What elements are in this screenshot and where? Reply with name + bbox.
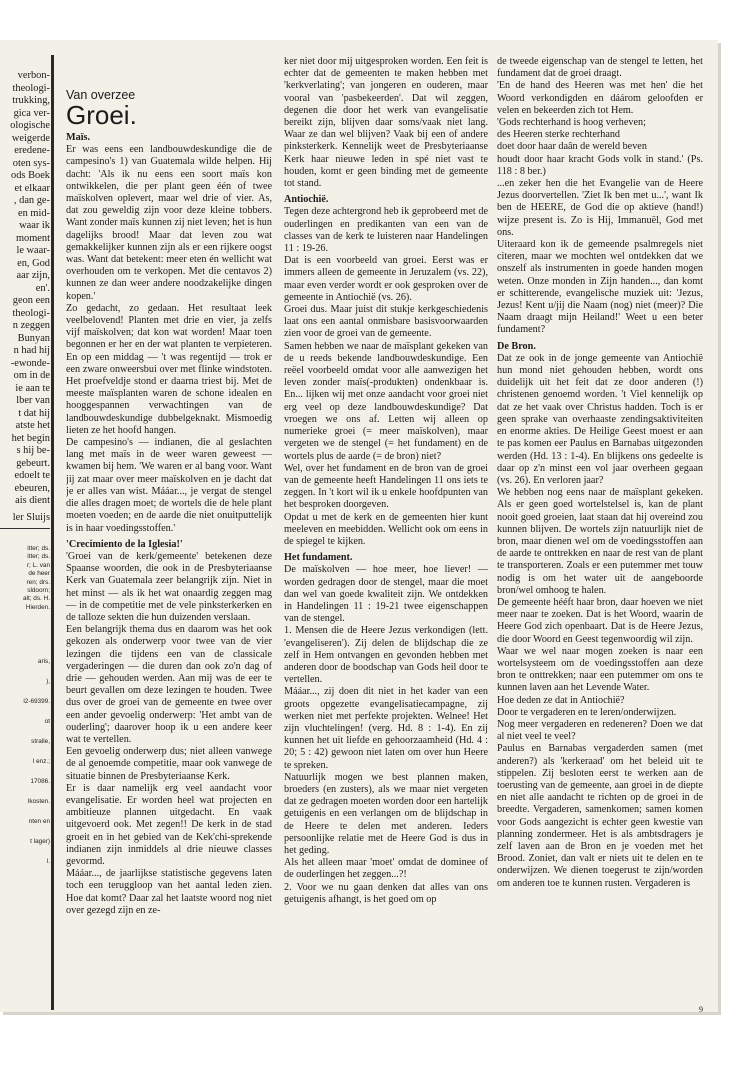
subheading-fundament: Het fundament. (284, 552, 353, 564)
strip-line: waar ik (19, 220, 50, 231)
strip-line: edoelt te (14, 470, 50, 481)
colophon-list-a (0, 545, 50, 612)
article-column-1 (66, 128, 272, 1008)
strip-line: het begin (11, 432, 50, 444)
paragraph: 'En de hand des Heeren was met hen' die het Woord verkondigden en dáárom geloofden er velen en bekeerden zich tot Hem. (497, 80, 703, 116)
article-title: Groei. (66, 100, 137, 130)
strip-line: l. (46, 858, 50, 866)
psalm-quote-line: houdt door haar kracht Gods volk in stand.' (Ps. 118 : 8 ber.) (497, 153, 703, 177)
strip-line: eredene- (14, 145, 50, 156)
strip-line: om in de (13, 370, 50, 381)
strip-line: t lager) (30, 838, 50, 846)
strip-line: l2-69399. (23, 698, 50, 706)
psalm-quote-line: des Heeren sterke rechterhand (497, 129, 621, 141)
strip-line: lkosten. (27, 798, 50, 806)
strip-line: Hierden. (25, 603, 50, 611)
strip-line: oten sys- (12, 157, 50, 169)
strip-line: sldoorn; (27, 587, 50, 595)
box-divider (0, 528, 50, 529)
strip-line: Bunyan (17, 332, 50, 344)
paragraph: Paulus en Barnabas vergaderden samen (met anderen?) als 'kerkeraad' om het beleid uit te stippelen. Zij besloten eerst te werken aan de toerusting van de gemeente, aan groei in de diepte en niet alle aandacht te richten op de groei in de breedte. Vergaderen, samenkomen; samen komen voor Gods aangezicht is echter geen kwestie van planning zondermeer. Het is als ambtsdragers je zelf laven aan de Bron en je voeden met het Brood. Zoniet, dan valt er niets uit te delen en te onderwijzen. We dienen toegerust te zijn/worden om anderen toe te kunnen rusten. Vergaderen is (497, 743, 703, 889)
previous-column-strip (0, 70, 50, 1000)
strip-line: , dan ge- (13, 195, 50, 206)
strip-line: aar zijn, (16, 270, 50, 281)
paragraph: We hebben nog eens naar de maïsplant gekeken. Als er geen goed wortelstelsel is, kan de plant nooit goed groeien, laat staan dat hij overeind zou kunnen blijven. De wortels zijn natuurlijk niet de bron, maar dienen wel om de voedingsstoffen aan de aarde te onttrekken en naar de rest van de plant te transporteren. Zoals er een putemmer met touw nodig is om het water uit de aangeboorde bron/wel omhoog te halen. (497, 487, 703, 596)
strip-line: itter; ds. (27, 553, 50, 561)
strip-line: gica ver- (13, 107, 50, 119)
article-column-2 (284, 56, 488, 1008)
strip-line: ren; drs. (26, 578, 50, 586)
psalm-quote-line: doet door haar daân de wereld beven (497, 141, 647, 153)
paragraph: Opdat u met de kerk en de gemeenten hier kunt meeleven en meebidden. Wellicht ook om eens in de spiegel te kijken. (284, 511, 488, 547)
article-column-3 (497, 56, 703, 1002)
strip-line: ot (44, 718, 50, 726)
paragraph: De maïskolven — hoe meer, hoe liever! — worden gedragen door de stengel, maar die moet dan wel van goede kwaliteit zijn. We ontdekken in Handelingen 11 : 19-21 twee eigenschappen van de stengel. (284, 564, 488, 625)
strip-line: alt; ds. H. (23, 595, 50, 603)
paragraph: 1. Mensen die de Heere Jezus verkondigen (lett. 'evangeliseren'). Zij delen de blijdschap die ze zelf in Hem ontvangen en gevonden hebben met anderen door de boodschap van Gods heil door te vertellen. (284, 625, 488, 686)
paragraph: Er was eens een landbouwdeskundige die de campesino's 1) van Guatemala wilde helpen. Hij dacht: 'Als ik nu eens een soort maïs kon ontwikkelen, die per plant geen één of twee maïskolven oplevert, maar wel drie of vier. As, dat zou geweldig zijn voor deze kleine tobbers. Want zonder maïs kunnen zij niet leven; het is hun dagelijks brood! Maar dat leven zou wat gemakkelijker kunnen zijn als er een rijkere oogst was. Want dat betekent: meer eten én wellicht wat overhouden om te verkopen. Met die centavos 2) kunnen ze dan weer andere noodzakelijke dingen kopen.' (66, 144, 272, 302)
paragraph: Een gevoelig onderwerp dus; niet alleen vanwege de al genoemde competitie, maar ook vanwege de situatie binnen de Presbyteriaanse Kerk. (66, 746, 272, 782)
strip-line: -ewonde- (10, 357, 50, 369)
strip-line: l enz.; (32, 758, 50, 766)
strip-line: nten en (28, 818, 50, 826)
paragraph: ...en zeker hen die het Evangelie van de Heere Jezus doorvertellen. 'Ziet Ik ben met u...', want Ik ben de HEERE, de God die op aktieve (hand!) wijze present is. Zo is Hij, Immanuël, God met ons. (497, 178, 703, 238)
strip-line: le waar- (16, 245, 50, 256)
strip-line: weigerde (11, 132, 50, 144)
strip-line: stralle, (31, 738, 50, 746)
psalm-quote-line: 'Gods rechterhand is hoog verheven; (497, 117, 646, 129)
strip-line: atste het (15, 420, 50, 431)
paragraph: De gemeente hééft haar bron, daar hoeven we niet meer naar te zoeken. Dat is het Woord, waarin de Heere God zich openbaart. Dat is de Heere Jezus, die door Woord en Geest tegenwoordig wil zijn. (497, 596, 703, 645)
paragraph: Mááar..., zij doen dit niet in het kader van een groots opgezette evangelisatiecampagne, zij werken niet met perfekte projekten. Welnee! Het zijn vluchtelingen! (verg. Hd. 8 : 1-4). En zij kunnen het uit liefde en gehoorzaamheid (Hd. 4 : 20; 5 : 42) gewoon niet laten om over hun Heere te spreken. (284, 686, 488, 771)
strip-line: en mid- (17, 207, 50, 219)
strip-line: moment (15, 232, 50, 244)
subheading-crecimiento: 'Crecimiento de la Iglesia!' (66, 538, 183, 550)
strip-line: geon een (12, 295, 50, 306)
strip-line: ie aan te (15, 382, 50, 394)
strip-line: theologi- (12, 307, 50, 319)
strip-line: itter; ds. (27, 545, 50, 552)
cut-off-text (0, 70, 50, 508)
paragraph: ker niet door mij uitgesproken worden. Een feit is echter dat de gemeenten te maken hebben met 'kerkverlating'; van jongeren en ouderen, maar vooral van 'pasbekeerden'. Dat wil zeggen, degenen die door het werk van evangelisatie bereikt zijn, blijven daar soms/vaak niet lang. Waar ze dan wel blijven? Vaak bij een of andere pinksterkerk. Kennelijk weet de Presbyteriaanse Kerk haar nieuwe leden in spé niet vast te houden, komt er geen binding met de gemeente tot stand. (284, 56, 488, 190)
strip-line: ), (46, 678, 50, 686)
strip-line: verbon- (17, 70, 50, 81)
paragraph: Een belangrijk thema dus en daarom was het ook gekozen als onderwerp voor twee van de vier lezingen die tijdens een van de classicale vergaderingen — die duren dan ook zo'n dag of drie — gehouden werden. Aan mij was de eer te beurt gevallen om deze lezingen te houden. Twee dus over de groei van de gemeente en twee over een ander gevoelig onderwerp: 'Het ambt van de ouderling'; daarover hoop ik u een andere keer wat te vertellen. (66, 624, 272, 745)
strip-line: theologi- (12, 82, 50, 94)
strip-line: ods Boek (11, 170, 50, 181)
strip-line: gebeurt. (16, 457, 50, 469)
paragraph: Dat ze ook in de jonge gemeente van Antiochië hun mond niet gehouden hebben, wordt ons duidelijk uit het feit dat ze door anderen (!) christenen genoemd worden. 't Viel kennelijk op dat ze het vaak over Christus hadden. Toch is er geen sprake van overhaaste zendingsaktiviteiten en enorme akties. De Heilige Geest moest er aan te pas komen eer Paulus en Barnabas uitgezonden werden (Hd. 13 : 1-4). En blijkens ons gedeelte is daar op z'n minst een vol jaar overheen gegaan (vs. 26). En verloren jaar? (497, 352, 703, 486)
strip-line: de heer (28, 570, 50, 578)
column-rule (51, 55, 54, 1010)
subheading-antiochie: Antiochië. (284, 194, 329, 206)
paragraph: Groei dus. Maar juist dit stukje kerkgeschiedenis laat ons een aantal onmisbare basisvoorwaarden zien voor de groei van de gemeente. (284, 304, 488, 340)
paragraph: Nog meer vergaderen en redeneren? Doen we dat al niet veel te veel? (497, 718, 703, 743)
paragraph: 'Groei van de kerk/gemeente' betekenen deze Spaanse woorden, die ook in de Presbyteriaanse Kerk van Guatemala zeer belangrijk zijn. Niet in het minst — als ik het wat onaardig zeggen mag — in de competitie met de vele pinksterkerken en de talloze sekten die hun duizenden verslaan. (66, 550, 272, 623)
colophon-list-b (0, 652, 50, 872)
paragraph: Wel, over het fundament en de bron van de groei van de gemeente heeft Handelingen 11 ons iets te zeggen. In 't kort wil ik u enkele hoofdpunten van het besproken doorgeven. (284, 462, 488, 511)
paragraph: Uiteraard kon ik de gemeende psalmregels niet citeren, maar we mochten wel ontdekken dat we onszelf als instrumenten in goede handen mogen weten. Onze monden in Zijn handen..., dan komt er schitterende, evangelische muziek uit: 'Jezus, Jezus! Kent u/jij die Naam (nog) niet (meer)? Die Naam draagt mijn Heiland!' Weet u een beter fundament? (497, 239, 703, 336)
paragraph: 2. Voor we nu gaan denken dat alles van ons getuigenis afhangt, is het goed om op (284, 881, 488, 905)
strip-line: 17086. (30, 778, 50, 786)
subheading-bron: De Bron. (497, 340, 536, 352)
strip-line: lber van (16, 395, 50, 406)
paragraph: Waar we wel naar mogen zoeken is naar een wortelsysteem om de voedingsstoffen aan deze bron te onttrekken; naar een putemmer om ons te kunnen laven aan het Levende Water. (497, 645, 703, 694)
paragraph: Natuurlijk mogen we best plannen maken, broeders (en zusters), als we maar niet vergeten dat ze gedragen moeten worden door een hartelijk getuigenis en een verlangen om de blijdschap in de Heere te delen met anderen. Ieders persoonlijke relatie met de Heere God is dus in het geding. (284, 771, 488, 856)
paragraph: De campesino's — indianen, die al geslachten lang met maïs in de weer waren geweest — kwamen bij hem. 'We waren er al bang voor. Want jij zat maar over meer maïskolven en je dacht dat je er alles van wist. Mááar..., je vergat de stengel die alles dragen moet; de wortels die de hele plant moeten voeden; en de aarde die niet onuitputtelijk is in haar voedingsstoffen.' (66, 437, 272, 534)
page-number: 9 (699, 1005, 703, 1014)
paragraph: Als het alleen maar 'moet' omdat de dominee of de ouderlingen het zeggen...?! (284, 857, 488, 881)
strip-line: en'. (35, 282, 50, 294)
paragraph: de tweede eigenschap van de stengel te letten, het fundament dat de groei draagt. (497, 56, 703, 80)
strip-line: n zeggen (12, 320, 50, 331)
strip-line: trukking, (12, 95, 50, 106)
strip-line: en, God (17, 257, 50, 269)
strip-line: n had hij (13, 345, 50, 356)
paragraph: Samen hebben we naar de maïsplant gekeken van de u reeds bekende landbouwdeskundige. Een reëel voorbeeld omdat voor alle aanwezigen het leven zonder maïs(-produkten) ondenkbaar is. En... lijken wij met onze aandacht voor groei niet erg veel op deze landbouwdeskundige? Dat vroegen we ons af. Letten wij alleen op numerieke groei (= meer maïskolven), maar vergeten we de stengel (= het fundament) en de wortels plus de aarde (= de bron) niet? (284, 340, 488, 462)
strip-line: ais dient (15, 495, 50, 506)
strip-line: t dat hij (18, 407, 50, 419)
strip-line: r; L. van (26, 561, 50, 569)
paragraph: Dat is een voorbeeld van groei. Eerst was er immers alleen de gemeente in Jeruzalem (vs. 22), maar even verder wordt er ook gesproken over de gemeente in Antiochië (vs. 26). (284, 255, 488, 303)
paragraph: Er is daar namelijk erg veel aandacht voor evangelisatie. Er worden heel wat projecten en ambitieuze plannen uitgedacht. En vaak uitgevoerd ook. Met zegen!! De kerk in de stad groeit en in het gebied van de Kek'chi-sprekende indianen zijn inmiddels al drie nieuwe classes gevormd. (66, 782, 272, 867)
strip-line: aris, (37, 658, 50, 666)
paragraph: Hoe deden ze dat in Antiochië? (497, 694, 625, 706)
section-kicker: Van overzee (66, 88, 136, 102)
paragraph: Zo gedacht, zo gedaan. Het resultaat leek veelbelovend! Planten met drie en vier, ja zelfs vijf maïskolven; dat kon wat worden! Maar toen begonnen er her en der wat planten te verpieteren. En op een middag — 't was regentijd — trok er een zware onweersbui over met flinke windstoten. Het proefveldje stond er daarna triest bij. Met de meeste maïsplanten waren de schone idealen en hooggespannen verwachtingen van de landbouwdeskundige dubbelgeknakt. Mismoedig lieten ze het hoofd hangen. (66, 302, 272, 436)
strip-line: ologische (10, 120, 50, 131)
subheading-mais: Maïs. (66, 132, 91, 143)
strip-line: ebeuren, (14, 482, 50, 494)
paragraph: Door te vergaderen en te leren/onderwijzen. (497, 706, 677, 718)
paragraph: Mááar..., de jaarlijkse statistische gegevens laten toch een teruggloop van het aantal leden zien. Hoe dat komt? Daar zal het laatste woord nog niet over gezegd zijn en ze- (66, 868, 272, 916)
strip-line: et elkaar (14, 182, 50, 194)
author-signature: ler Sluijs (12, 511, 50, 523)
strip-line: s hij be- (16, 445, 50, 456)
paragraph: Tegen deze achtergrond heb ik geprobeerd met de ouderlingen en predikanten van een van de classes van de kerk te luisteren naar Handelingen 11 : 19-26. (284, 206, 488, 255)
